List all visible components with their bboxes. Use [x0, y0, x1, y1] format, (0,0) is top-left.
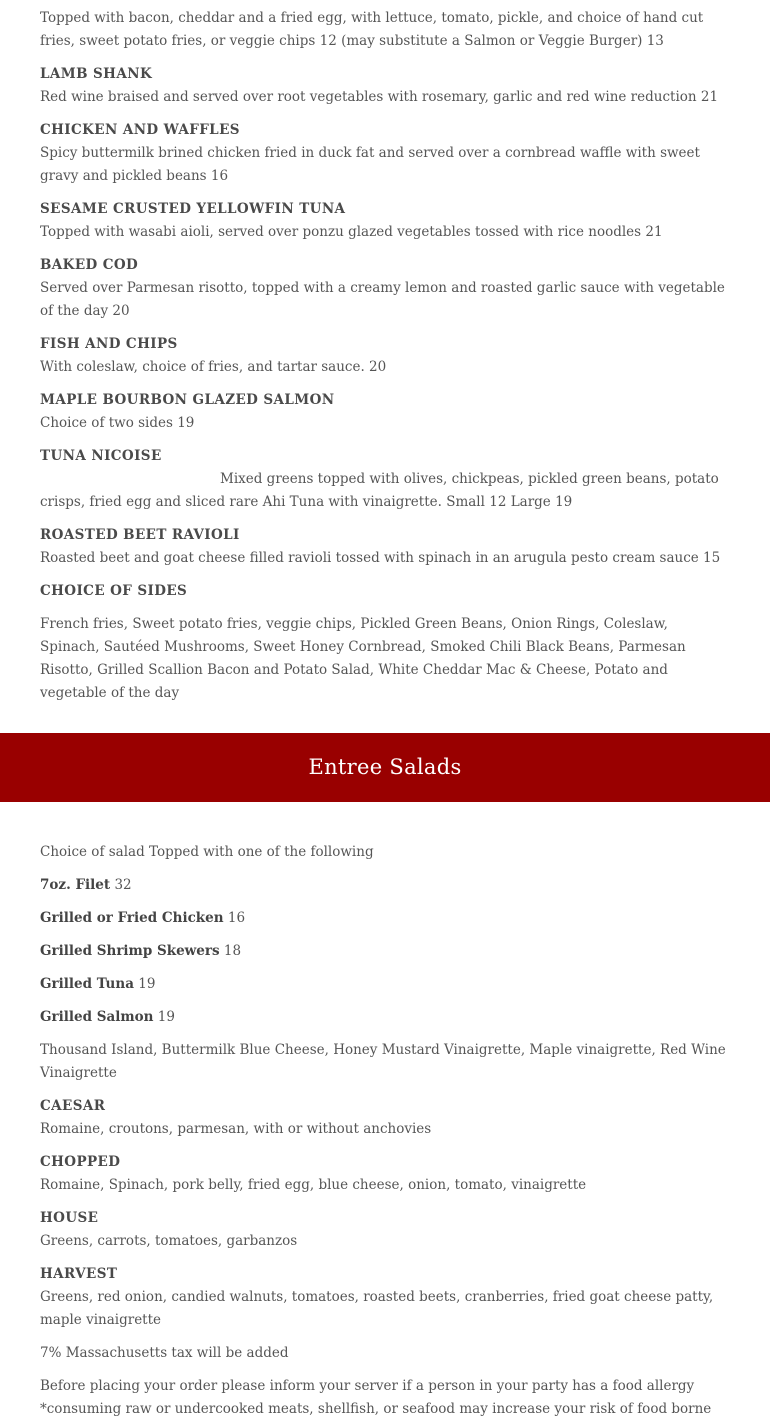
- item-description: Romaine, croutons, parmesan, with or without anchovies: [40, 1121, 432, 1137]
- topping-name: Grilled or Fried Chicken: [40, 910, 224, 926]
- topping-item: [40, 940, 730, 963]
- sides-list: French fries, Sweet potato fries, veggie chips, Pickled Green Beans, Onion Rings, Coleslaw, Spinach, Sautéed Mushrooms, Sweet Honey Cornbread, Smoked Chili Black Beans, Parmesan Risotto, Grilled Scallion Bacon and Potato Salad, White Cheddar Mac & Cheese, Potato and vegetable of the day: [40, 616, 686, 701]
- topping-price: 19: [138, 976, 156, 992]
- item-name: TUNA NICOISE: [40, 448, 162, 464]
- item-description: Greens, red onion, candied walnuts, tomatoes, roasted beets, cranberries, fried goat cheese patty, maple vinaigrette: [40, 1289, 714, 1328]
- item-description: Greens, carrots, tomatoes, garbanzos: [40, 1233, 298, 1249]
- topping-item: [40, 874, 730, 897]
- menu-item-tuna-nicoise: [40, 445, 730, 514]
- item-name: HARVEST: [40, 1266, 118, 1282]
- topping-price: 16: [227, 910, 246, 926]
- topping-item: [40, 1006, 730, 1029]
- burger-description: Topped with bacon, cheddar and a fried egg, with lettuce, tomato, pickle, and choice of hand cut fries, sweet potato fries, or veggie chips 12 (may substitute a Salmon or Veggie Burger) 13: [40, 10, 704, 49]
- menu-item-fish-and-chips: [40, 333, 730, 379]
- entree-salads-banner: Entree Salads: [0, 733, 770, 802]
- tax-note: 7% Massachusetts tax will be added: [40, 1345, 289, 1361]
- item-description: Served over Parmesan risotto, topped with a creamy lemon and roasted garlic sauce with vegetable of the day 20: [40, 280, 725, 319]
- topping-item: [40, 973, 730, 996]
- item-description: Spicy buttermilk brined chicken fried in duck fat and served over a cornbread waffle with sweet gravy and pickled beans 16: [40, 145, 700, 184]
- item-description: Choice of two sides 19: [40, 415, 195, 431]
- item-name: SESAME CRUSTED YELLOWFIN TUNA: [40, 201, 346, 217]
- topping-name: Grilled Salmon: [40, 1009, 154, 1025]
- item-name: HOUSE: [40, 1210, 99, 1226]
- salad-item-caesar: [40, 1095, 730, 1141]
- item-name: CAESAR: [40, 1098, 106, 1114]
- item-description: Red wine braised and served over root vegetables with rosemary, garlic and red wine reduction 21: [40, 89, 719, 105]
- allergy-note: Before placing your order please inform your server if a person in your party has a food allergy: [40, 1378, 695, 1394]
- topping-name: Grilled Tuna: [40, 976, 134, 992]
- topping-price: 18: [223, 943, 242, 959]
- entrees-section: [0, 7, 770, 705]
- topping-name: Grilled Shrimp Skewers: [40, 943, 220, 959]
- item-description: Romaine, Spinach, pork belly, fried egg, blue cheese, onion, tomato, vinaigrette: [40, 1177, 587, 1193]
- menu-item-chicken-and-waffles: [40, 119, 730, 188]
- item-name: MAPLE BOURBON GLAZED SALMON: [40, 392, 335, 408]
- salad-item-harvest: [40, 1263, 730, 1332]
- topping-price: 32: [114, 877, 132, 893]
- menu-item-maple-salmon: [40, 389, 730, 435]
- dressings-list: Thousand Island, Buttermilk Blue Cheese, Honey Mustard Vinaigrette, Maple vinaigrette, Red Wine Vinaigrette: [40, 1042, 726, 1081]
- salads-intro: Choice of salad Topped with one of the following: [40, 844, 374, 860]
- item-description: [40, 468, 730, 514]
- menu-item-lamb-shank: [40, 63, 730, 109]
- raw-food-warning: *consuming raw or undercooked meats, shellfish, or seafood may increase your risk of food borne: [40, 1401, 712, 1417]
- sides-heading: CHOICE OF SIDES: [40, 583, 188, 599]
- menu-item-sesame-tuna: [40, 198, 730, 244]
- item-name: LAMB SHANK: [40, 66, 153, 82]
- item-description-text: Mixed greens topped with olives, chickpeas, pickled green beans, potato crisps, fried egg and sliced rare Ahi Tuna with vinaigrette. Small 12 Large 19: [40, 471, 719, 510]
- item-description: Topped with wasabi aioli, served over ponzu glazed vegetables tossed with rice noodles 21: [40, 224, 663, 240]
- item-name: BAKED COD: [40, 257, 139, 273]
- item-name: ROASTED BEET RAVIOLI: [40, 527, 240, 543]
- item-description: With coleslaw, choice of fries, and tartar sauce. 20: [40, 359, 387, 375]
- topping-price: 19: [157, 1009, 175, 1025]
- item-name: FISH AND CHIPS: [40, 336, 178, 352]
- topping-item: [40, 907, 730, 930]
- burger-item: [40, 7, 730, 53]
- menu-item-beet-ravioli: [40, 524, 730, 570]
- menu-item-baked-cod: [40, 254, 730, 323]
- item-name: CHOPPED: [40, 1154, 121, 1170]
- salad-item-chopped: [40, 1151, 730, 1197]
- topping-name: 7oz. Filet: [40, 877, 111, 893]
- salads-section: [0, 841, 770, 1421]
- salad-item-house: [40, 1207, 730, 1253]
- item-description: Roasted beet and goat cheese filled ravioli tossed with spinach in an arugula pesto cream sauce 15: [40, 550, 721, 566]
- item-name: CHICKEN AND WAFFLES: [40, 122, 240, 138]
